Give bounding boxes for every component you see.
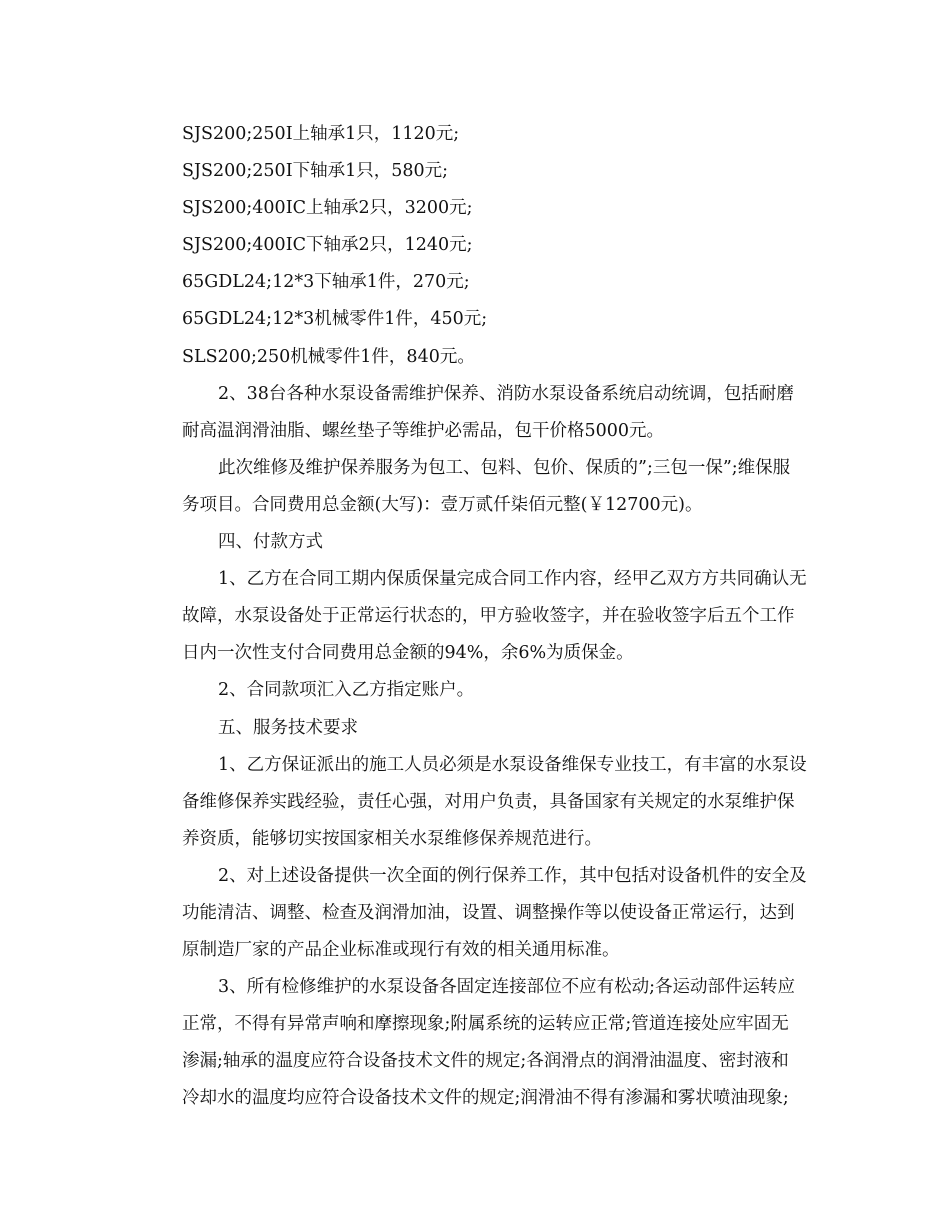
payment-terms-paragraph: [146, 561, 806, 672]
paragraph-line: 2、合同款项汇入乙方指定账户。: [218, 680, 475, 701]
routine-maintenance-paragraph: [146, 858, 806, 969]
paragraph-line: 2、对上述设备提供一次全面的例行保养工作，其中包括对设备机件的安全及: [218, 865, 807, 886]
paragraph-line: 养资质，能够切实按国家相关水泵维修保养规范进行。: [182, 828, 602, 849]
price-item: SJS200;400IC下轴承2只，1240元;: [182, 235, 473, 256]
price-item: SJS200;400IC上轴承2只，3200元;: [182, 198, 473, 219]
paragraph-line: 耐高温润滑油脂、螺丝垫子等维护必需品，包干价格5000元。: [182, 420, 665, 441]
contract-total-paragraph: [146, 450, 806, 524]
payment-account-paragraph: [146, 672, 806, 709]
paragraph-line: 务项目。合同费用总金额(大写)：壹万贰仟柒佰元整(￥12700元)。: [182, 494, 703, 515]
price-item: 65GDL24;12*3机械零件1件，450元;: [182, 309, 488, 330]
paragraph-line: 备维修保养实践经验，责任心强，对用户负责，具备国家有关规定的水泵维护保: [182, 791, 795, 812]
paragraph-line: 渗漏;轴承的温度应符合设备技术文件的规定;各润滑点的润滑油温度、密封液和: [182, 1051, 789, 1072]
technical-requirements-heading: [146, 710, 806, 747]
maintenance-package-paragraph: [146, 376, 806, 450]
payment-section-heading: [146, 524, 806, 561]
document-body: [146, 116, 806, 1118]
paragraph-line: 1、乙方保证派出的施工人员必须是水泵设备维保专业技工，有丰富的水泵设: [218, 754, 807, 775]
staff-qualification-paragraph: [146, 747, 806, 858]
paragraph-line: 日内一次性支付合同费用总金额的94%，余6%为质保金。: [182, 643, 634, 664]
inspection-standard-paragraph: [146, 969, 806, 1117]
section-heading: 四、付款方式: [218, 532, 323, 553]
paragraph-line: 故障，水泵设备处于正常运行状态的，甲方验收签字，并在验收签字后五个工作: [182, 606, 795, 627]
paragraph-line: 冷却水的温度均应符合设备技术文件的规定;润滑油不得有渗漏和雾状喷油现象;: [182, 1088, 789, 1109]
price-item: SLS200;250机械零件1件，840元。: [182, 346, 475, 367]
paragraph-line: 正常，不得有异常声响和摩擦现象;附属系统的运转应正常;管道连接处应牢固无: [182, 1014, 789, 1035]
price-item: 65GDL24;12*3下轴承1件，270元;: [182, 272, 470, 293]
section-heading: 五、服务技术要求: [218, 717, 358, 738]
price-item: SJS200;250I下轴承1只，580元;: [182, 161, 449, 182]
paragraph-line: 原制造厂家的产品企业标准或现行有效的相关通用标准。: [182, 940, 620, 961]
paragraph-line: 2、38台各种水泵设备需维护保养、消防水泵设备系统启动统调，包括耐磨: [218, 383, 794, 404]
paragraph-line: 此次维修及维护保养服务为包工、包料、包价、保质的”;三包一保”;维保服: [218, 457, 791, 478]
price-item: SJS200;250I上轴承1只，1120元;: [182, 124, 460, 144]
paragraph-line: 1、乙方在合同工期内保质保量完成合同工作内容，经甲乙双方方共同确认无: [218, 569, 807, 590]
paragraph-line: 3、所有检修维护的水泵设备各固定连接部位不应有松动;各运动部件运转应: [218, 977, 796, 998]
paragraph-line: 功能清洁、调整、检查及润滑加油，设置、调整操作等以使设备正常运行，达到: [182, 902, 795, 923]
